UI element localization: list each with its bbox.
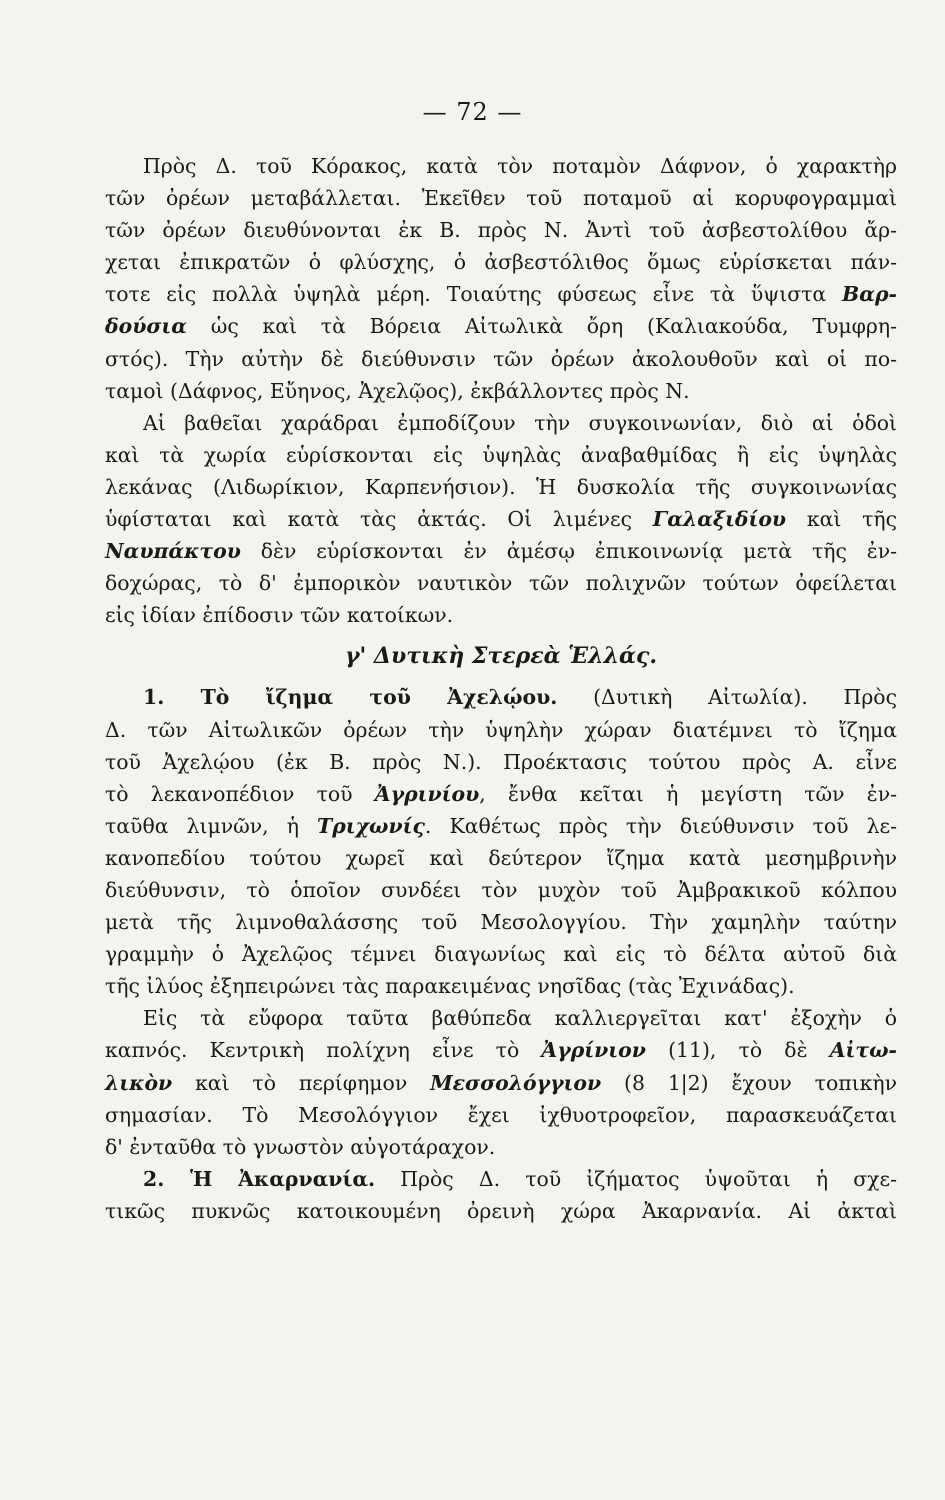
text-line <box>105 906 897 938</box>
text-segment: , ἔνθα κεῖται ἡ μεγίστη τῶν ἐν- <box>479 781 897 806</box>
text-line <box>105 1034 897 1066</box>
text-line <box>105 343 897 375</box>
text-segment: τικῶς πυκνῶς κατοικουμένη ὀρεινὴ χώρα Ἀκαρνανία. Αἱ ἀκταὶ <box>105 1198 897 1223</box>
text-segment: Πρὸς Δ. τοῦ ἰζήματος ὑψοῦται ἡ σχε- <box>375 1166 897 1191</box>
text-line <box>105 1163 897 1195</box>
text-line <box>105 1195 897 1227</box>
text-segment: στός). Τὴν αὐτὴν δὲ διεύθυνσιν τῶν ὀρέων ἀκολουθοῦν καὶ οἱ πο- <box>105 346 897 371</box>
text-segment: τῆς ἰλύος ἐξηπειρώνει τὰς παρακειμένας νησῖδας (τὰς Ἐχινάδας). <box>105 974 795 999</box>
text-line <box>105 1131 897 1163</box>
emphasized-term: Μεσσολόγγιον <box>430 1070 602 1095</box>
text-segment: καὶ τὰ χωρία εὑρίσκονται εἰς ὑψηλὰς ἀναβαθμίδας ἢ εἰς ὑψηλὰς <box>105 442 897 467</box>
text-line <box>105 567 897 599</box>
text-segment: τῶν ὀρέων μεταβάλλεται. Ἐκεῖθεν τοῦ ποταμοῦ αἱ κορυφογραμμαὶ <box>105 186 897 211</box>
text-segment: δὲν εὑρίσκονται ἐν ἀμέσῳ ἐπικοινωνίᾳ μετὰ τῆς ἐν- <box>240 539 897 564</box>
text-line <box>105 970 897 1002</box>
emphasized-term: Βαρ- <box>842 282 897 307</box>
text-segment: εἰς ἰδίαν ἐπίδοσιν τῶν κατοίκων. <box>105 603 454 628</box>
text-segment: Πρὸς Δ. τοῦ Κόρακος, κατὰ τὸν ποταμὸν Δάφνον, ὁ χαρακτὴρ <box>143 154 897 178</box>
text-segment: Δ. τῶν Αἰτωλικῶν ὀρέων τὴν ὑψηλὴν χώραν διατέμνει τὸ ἴζημα <box>105 717 897 742</box>
text-line <box>105 503 897 535</box>
page-number: — 72 — <box>422 98 523 126</box>
emphasized-term: Αἰτω- <box>829 1038 897 1063</box>
text-segment: Εἰς τὰ εὔφορα ταῦτα βαθύπεδα καλλιεργεῖται κατ' ἐξοχὴν ὁ <box>143 1006 897 1031</box>
text-segment: (Δυτικὴ Αἰτωλία). Πρὸς <box>557 685 898 710</box>
text-line <box>105 1067 897 1099</box>
text-line <box>105 599 897 631</box>
text-line <box>105 214 897 246</box>
text-line <box>105 1002 897 1034</box>
emphasized-term: δούσια <box>105 314 187 339</box>
text-segment: ὡς καὶ τὰ Βόρεια Αἰτωλικὰ ὄρη (Καλιακούδα, Τυμφρη- <box>186 314 897 339</box>
text-segment: διεύθυνσιν, τὸ ὁποῖον συνδέει τὸν μυχὸν τοῦ Ἀμβρακικοῦ κόλπου <box>105 877 897 902</box>
text-segment: καὶ τῆς <box>786 507 897 532</box>
text-line <box>105 471 897 503</box>
emphasized-term: Γαλαξιδίου <box>652 507 787 532</box>
text-segment: τῶν ὀρέων διευθύνονται ἐκ Β. πρὸς Ν. Ἀντὶ τοῦ ἀσβεστολίθου ἄρ- <box>105 218 897 243</box>
text-line <box>105 714 897 746</box>
text-segment: γ' Δυτικὴ Στερεὰ Ἑλλάς. <box>345 643 657 670</box>
text-segment: (11), τὸ δὲ <box>645 1038 830 1063</box>
text-line <box>105 938 897 970</box>
emphasized-term: Ἀγρινίου <box>374 781 480 806</box>
text-segment: δοχώρας, τὸ δ' ἐμπορικὸν ναυτικὸν τῶν πολιχνῶν τούτων ὀφείλεται <box>105 571 897 596</box>
text-line <box>105 746 897 778</box>
text-segment: κανοπεδίου τούτου χωρεῖ καὶ δεύτερον ἴζημα κατὰ μεσημβρινὴν <box>105 845 897 870</box>
text-segment: τοτε εἰς πολλὰ ὑψηλὰ μέρη. Τοιαύτης φύσεως εἶνε τὰ ὕψιστα <box>105 282 843 307</box>
text-segment: μετὰ τῆς λιμνοθαλάσσης τοῦ Μεσολογγίου. Τὴν χαμηλὴν ταύτην <box>105 910 897 935</box>
text-line <box>105 278 897 310</box>
text-segment: καπνός. Κεντρικὴ πολίχνη εἶνε τὸ <box>105 1038 542 1063</box>
text-segment: . Καθέτως πρὸς τὴν διεύθυνσιν τοῦ λε- <box>424 813 897 838</box>
text-segment: ταῦθα λιμνῶν, ἡ <box>105 813 318 838</box>
text-segment: δ' ἐνταῦθα τὸ γνωστὸν αὐγοτάραχον. <box>105 1134 496 1159</box>
section-heading <box>105 631 897 681</box>
text-line <box>105 310 897 342</box>
text-line <box>105 535 897 567</box>
body-text <box>105 150 897 1227</box>
emphasized-term: Ναυπάκτου <box>105 539 241 564</box>
text-segment: (8 1|2) ἔχουν τοπικὴν <box>601 1070 897 1095</box>
emphasized-term: Τριχωνίς <box>317 813 425 838</box>
text-segment: τὸ λεκανοπέδιον τοῦ <box>105 781 375 806</box>
text-line <box>105 681 897 713</box>
emphasized-term: Ἀγρίνιον <box>541 1038 646 1063</box>
text-line <box>105 439 897 471</box>
text-segment: καὶ τὸ περίφημον <box>172 1070 431 1095</box>
text-line <box>105 150 897 182</box>
text-line <box>105 1099 897 1131</box>
text-line <box>105 842 897 874</box>
text-line <box>105 407 897 439</box>
text-segment: ὑφίσταται καὶ κατὰ τὰς ἀκτάς. Οἱ λιμένες <box>105 507 653 532</box>
text-segment: λεκάνας (Λιδωρίκιον, Καρπενήσιον). Ἡ δυσκολία τῆς συγκοινωνίας <box>105 474 897 499</box>
text-segment: Αἱ βαθεῖαι χαράδραι ἐμποδίζουν τὴν συγκοινωνίαν, διὸ αἱ ὁδοὶ <box>143 410 897 435</box>
emphasized-term: λικὸν <box>105 1070 173 1095</box>
text-line <box>105 874 897 906</box>
text-segment: χεται ἐπικρατῶν ὁ φλύσχης, ὁ ἀσβεστόλιθος ὅμως εὑρίσκεται πάν- <box>105 250 897 275</box>
subsection-title: 2. Ἡ Ἀκαρνανία. <box>143 1166 376 1191</box>
text-segment: σημασίαν. Τὸ Μεσολόγγιον ἔχει ἰχθυοτροφεῖον, παρασκευάζεται <box>105 1102 897 1127</box>
text-line <box>105 778 897 810</box>
text-segment: ταμοὶ (Δάφνος, Εὔηνος, Ἀχελῷος), ἐκβάλλοντες πρὸς Ν. <box>105 378 690 403</box>
text-line <box>105 375 897 407</box>
text-segment: τοῦ Ἀχελῴου (ἐκ Β. πρὸς Ν.). Προέκτασις τούτου πρὸς Α. εἶνε <box>105 749 897 774</box>
subsection-title: 1. Τὸ ἴζημα τοῦ Ἀχελῴου. <box>143 685 558 710</box>
text-line <box>105 810 897 842</box>
text-line <box>105 246 897 278</box>
text-segment: γραμμὴν ὁ Ἀχελῷος τέμνει διαγωνίως καὶ εἰς τὸ δέλτα αὐτοῦ διὰ <box>105 942 897 967</box>
text-line <box>105 182 897 214</box>
